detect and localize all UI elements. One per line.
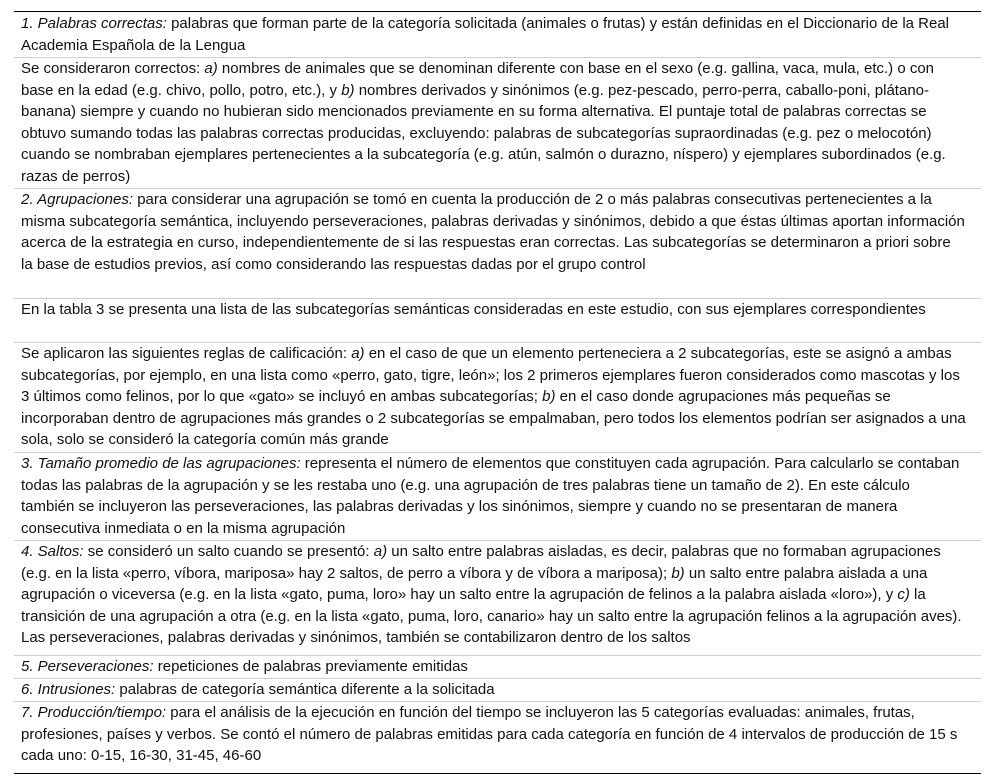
table-row-correct-criteria: [21, 58, 966, 187]
row-heading: 3. Tamaño promedio de las agrupaciones:: [21, 455, 301, 472]
row-marker: b): [671, 564, 685, 582]
row-heading: 5. Perseveraciones:: [21, 658, 154, 675]
row-text: se consideró un salto cuando se presentó:: [83, 543, 374, 560]
row-marker: a): [204, 60, 218, 77]
row-text: un salto entre palabra aislada a una agrupación o viceversa (e.g. en la lista «gato, puma, loro» hay un salto entre la agrupación de felinos a la palabra aislada «loro»), y: [21, 564, 928, 603]
row-text: en el caso de que un elemento perteneciera a 2 subcategorías, este se asignó a ambas subcategorías, por ejemplo, en una lista como «perro, gato, tigre, león»; los 2 primeros ejemplares fueron considerados como mascotas y los 3 últimos como felinos, por lo que «gato» se incluyó en ambas subcategorías;: [21, 345, 960, 405]
row-text: la transición de una agrupación a otra (e.g. en la lista «gato, puma, loro, canario» hay un salto entre la agrupación felinos a la agrupación aves). Las perseveraciones, palabras derivadas y sinónimos, también se contabilizaron dentro de los saltos: [21, 586, 962, 646]
row-marker: b): [341, 81, 355, 99]
row-marker: b): [542, 388, 556, 405]
row-text: Se aplicaron las siguientes reglas de calificación:: [21, 345, 352, 362]
table-row-intrusions: [21, 679, 966, 701]
row-text: repeticiones de palabras previamente emitidas: [153, 658, 468, 675]
row-heading: 2. Agrupaciones:: [21, 191, 134, 208]
table-row-clusters: [21, 189, 966, 275]
row-text: Se consideraron correctos:: [21, 60, 205, 77]
table-row-correct-words: [21, 13, 966, 56]
row-text: palabras que forman parte de la categoría solicitada (animales o frutas) y están definidas en el Diccionario de la Real Academia Española de la Lengua: [21, 15, 950, 54]
row-text: nombres derivados y sinónimos (e.g. pez-pescado, perro-perra, caballo-poni, plátano-banana) siempre y cuando no hubieran sido mencionados previamente en su forma alternativa. El puntaje total de palabras correctas se obtuvo sumando todas las palabras correctas producidas, excluyendo: palabras de subcategorías supraordinadas (e.g. pez o melocotón) cuando se nombraban ejemplares pertenecientes a la subcategoría (e.g. atún, salmón o durazno, níspero) y ejemplares subordinados (e.g. razas de perros): [21, 81, 946, 185]
table-row-production-time: [21, 702, 966, 767]
row-text: para el análisis de la ejecución en función del tiempo se incluyeron las 5 categorías evaluadas: animales, frutas, profesiones, países y verbos. Se contó el número de palabras emitidas para cada categoría en función de 4 intervalos de producción de 15 s cada uno: 0-15, 16-30, 31-45, 46-60: [21, 704, 958, 764]
row-text: nombres de animales que se denominan diferente con base en el sexo (e.g. gallina, vaca, mula, etc.) o con base en la edad (e.g. chivo, pollo, potro, etc.), y: [21, 60, 935, 99]
row-marker: a): [351, 345, 365, 362]
row-heading: 6. Intrusiones:: [21, 681, 116, 698]
table-row-cluster-size: [21, 453, 966, 539]
table-row-subcategories-note: [21, 299, 966, 321]
row-text: En la tabla 3 se presenta una lista de las subcategorías semánticas consideradas en este estudio, con sus ejemplares correspondientes: [21, 301, 926, 318]
table-row-scoring-rules: [21, 343, 966, 451]
row-text: en el caso donde agrupaciones más pequeñas se incorporaban dentro de agrupaciones más grandes o 2 subcategorías se empalmaban, pero todos los elementos podrían ser asignados a una sola, solo se consideró la categoría común más grande: [21, 388, 966, 448]
row-heading: 4. Saltos:: [21, 543, 84, 560]
row-heading: 7. Producción/tiempo:: [21, 704, 167, 721]
row-marker: c): [897, 586, 910, 603]
row-text: para considerar una agrupación se tomó en cuenta la producción de 2 o más palabras consecutivas pertenecientes a la misma subcategoría semántica, incluyendo perseveraciones, palabras derivadas y sinónimos, debido a que éstas últimas aportan información acerca de la estrategia en curso, independientemente de si las respuestas eran correctas. Las subcategorías se determinaron a priori sobre la base de estudios previos, así como considerando las respuestas dadas por el grupo control: [21, 191, 965, 273]
row-marker: a): [373, 543, 388, 560]
table-row-perseverations: [21, 656, 966, 678]
row-text: palabras de categoría semántica diferente a la solicitada: [115, 681, 495, 698]
row-text: representa el número de elementos que constituyen cada agrupación. Para calcularlo se contaban todas las palabras de la agrupación y se les restaba uno (e.g. una agrupación de tres palabras tiene un tamaño de 2). En este cálculo también se incluyeron las perseveraciones, las palabras derivadas y los sinónimos, siempre y cuando no se presentaran de manera consecutiva inmediata o en la misma agrupación: [21, 455, 960, 537]
criteria-table: [14, 11, 981, 774]
table-row-switches: [21, 541, 966, 649]
row-text: un salto entre palabras aisladas, es decir, palabras que no formaban agrupaciones (e.g. en la lista «perro, víbora, mariposa» hay 2 saltos, de perro a víbora y de víbora a mariposa);: [21, 543, 941, 582]
row-heading: 1. Palabras correctas:: [21, 15, 167, 32]
